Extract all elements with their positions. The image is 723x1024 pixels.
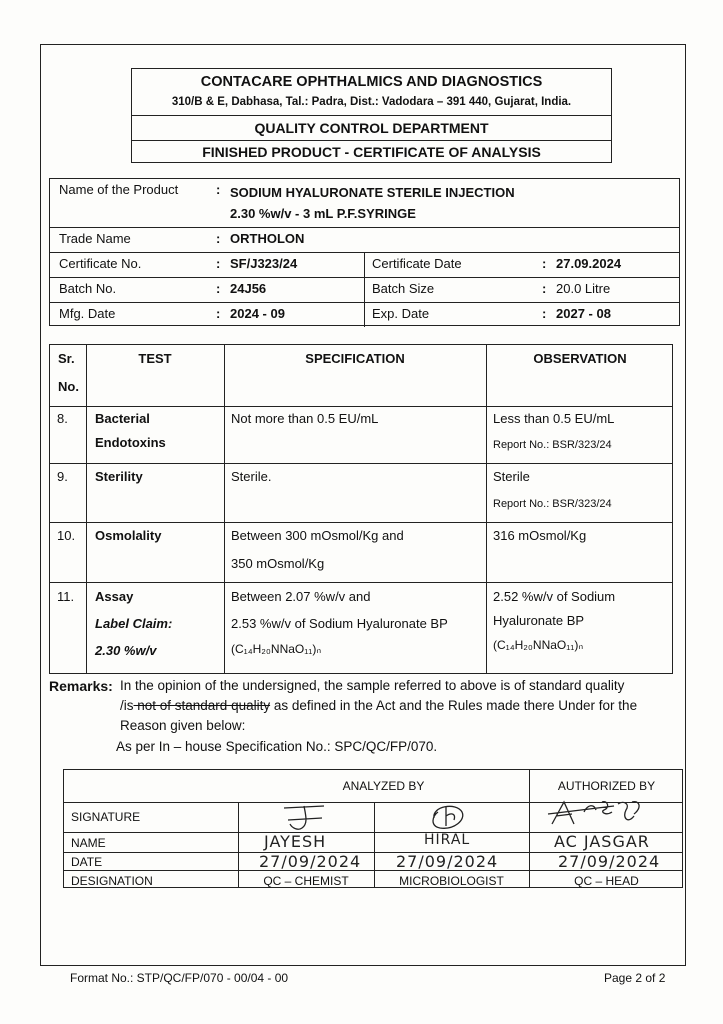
designation-qc-head: QC – HEAD — [574, 874, 639, 888]
exp-date-label: Exp. Date — [372, 306, 430, 321]
certificate-date-label: Certificate Date — [372, 256, 462, 271]
remarks-line2: /is not of standard quality as defined in the Act and the Rules made there Under for the — [120, 698, 638, 713]
signature-chemist — [264, 800, 354, 834]
remarks-line3: Reason given below: — [120, 718, 246, 733]
header-sr: Sr. — [58, 351, 75, 366]
format-number: Format No.: STP/QC/FP/070 - 00/04 - 00 — [70, 971, 289, 985]
company-header — [131, 68, 612, 163]
date-microbiologist: 27/09/2024 — [396, 852, 499, 871]
department-title: QUALITY CONTROL DEPARTMENT — [254, 120, 489, 136]
remarks-line1: In the opinion of the undersigned, the sample referred to above is of standard quality — [120, 678, 625, 693]
mfg-date-value: 2024 - 09 — [230, 306, 285, 321]
test-results-table: Sr. No. TEST SPECIFICATION OBSERVATION 8. Bacterial Endotoxins Not more than 0.5 EU/mL Less than 0.5 EU/mL Report No.: BSR/323/24 9. Sterility Sterile. Sterile Report No.: BSR/323/24 10. Osmolality Between 300 mOsmol/Kg and 350 mOsmol/Kg 316 mOsmol/Kg 11. Assay Label Claim: 2.30 %w/v Between 2.07 %w/v and 2.53 %w/v of Sodium Hyaluronate BP (C₁₄H₂₀NNaO₁₁)ₙ 2.52 %w/v of Sodium Hyaluronate BP (C₁₄H₂₀NNaO₁₁)ₙ — [49, 344, 673, 674]
header-test: TEST — [138, 351, 172, 366]
row-designation-label: DESIGNATION — [71, 874, 153, 888]
designation-chemist: QC – CHEMIST — [263, 874, 349, 888]
name-microbiologist: HIRAL — [424, 832, 471, 848]
date-chemist: 27/09/2024 — [259, 852, 362, 871]
signoff-table — [63, 769, 683, 888]
exp-date-value: 2027 - 08 — [556, 306, 611, 321]
product-name-label: Name of the Product — [59, 182, 179, 197]
certificate-no-value: SF/J323/24 — [230, 256, 298, 271]
designation-microbiologist: MICROBIOLOGIST — [399, 874, 504, 888]
name-chemist: JAYESH — [264, 832, 327, 851]
header-no: No. — [58, 379, 79, 394]
batch-size-label: Batch Size — [372, 281, 435, 296]
company-address: 310/B & E, Dabhasa, Tal.: Padra, Dist.: Vadodara – 391 440, Gujarat, India. — [171, 96, 572, 108]
product-info-table: Name of the Product : SODIUM HYALURONATE STERILE INJECTION 2.30 %w/v - 3 mL P.F.SYRINGE Trade Name : ORTHOLON Certificate No. : SF/J323/24 Certificate Date : 27.09.2024 Batch No. : 24J56 Batch Size : 20.0 Litre Mfg. Date : 2024 - 09 Exp. Date : 2027 - 08 — [49, 178, 680, 326]
batch-no-value: 24J56 — [230, 281, 267, 296]
document-title: FINISHED PRODUCT - CERTIFICATE OF ANALYSIS — [202, 144, 541, 160]
authorized-by-header: AUTHORIZED BY — [557, 779, 656, 793]
company-name: CONTACARE OPHTHALMICS AND DIAGNOSTICS — [200, 74, 543, 90]
remarks-label: Remarks: — [49, 678, 113, 694]
batch-size-value: 20.0 Litre — [556, 281, 611, 296]
mfg-date-label: Mfg. Date — [59, 306, 116, 321]
product-name-line1: SODIUM HYALURONATE STERILE INJECTION — [230, 185, 515, 200]
row-signature-label: SIGNATURE — [71, 810, 141, 824]
trade-name-label: Trade Name — [59, 231, 131, 246]
name-qc-head: AC JASGAR — [554, 832, 650, 851]
signature-microbiologist — [404, 800, 504, 834]
signature-qc-head — [544, 794, 664, 832]
row-date-label: DATE — [71, 855, 103, 869]
analyzed-by-header: ANALYZED BY — [342, 779, 425, 793]
trade-name-value: ORTHOLON — [230, 231, 305, 246]
certificate-date-value: 27.09.2024 — [556, 256, 622, 271]
header-observation: OBSERVATION — [533, 351, 627, 366]
page-number: Page 2 of 2 — [604, 971, 666, 985]
remarks-line4: As per In – house Specification No.: SPC/QC/FP/070. — [116, 739, 438, 754]
certificate-no-label: Certificate No. — [59, 256, 142, 271]
batch-no-label: Batch No. — [59, 281, 117, 296]
date-qc-head: 27/09/2024 — [558, 852, 661, 871]
row-name-label: NAME — [71, 836, 106, 850]
header-specification: SPECIFICATION — [305, 351, 405, 366]
product-name-line2: 2.30 %w/v - 3 mL P.F.SYRINGE — [230, 206, 416, 221]
